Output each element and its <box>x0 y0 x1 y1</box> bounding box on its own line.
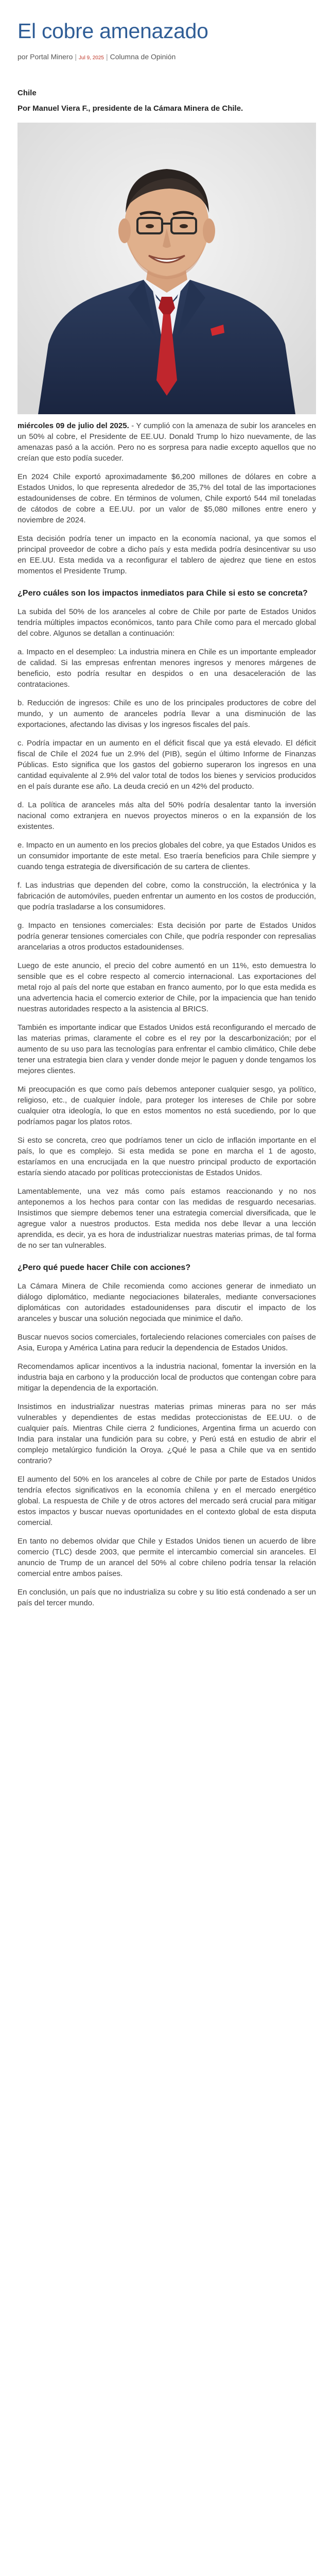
portrait-photo-icon <box>17 123 316 414</box>
list-item: c. Podría impactar en un aumento en el déficit fiscal que ya está elevado. El déficit fiscal de Chile el 2024 fue un 2.9% del (PIB), según el último Informe de Finanzas Públicas. Esto significa que los gastos del gobierno superaron los ingresos en una cantidad equivalente al 2.9% del valor total de todos los bienes y servicios producidos en el país durante ese año. La deuda creció en un 42% del producto. <box>17 739 316 791</box>
country-label: Chile <box>17 89 37 97</box>
list-item: g. Impacto en tensiones comerciales: Esta decisión por parte de Estados Unidos podría generar tensiones comerciales con Chile, que podría responder con represalias arancelarias a otros productos estadounidenses. <box>17 921 316 952</box>
article-text <box>17 420 316 1608</box>
paragraph: Buscar nuevos socios comerciales, fortaleciendo relaciones comerciales con países de Asia, Europa y América Latina para reducir la dependencia de Estados Unidos. <box>17 1333 316 1352</box>
paragraph: El aumento del 50% en los aranceles al cobre de Chile por parte de Estados Unidos tendría efectos significativos en la economía chilena y en el mercado energético global. La respuesta de Chile y de otros actores del mercado será crucial para mitigar estos impactos y buscar nuevas oportunidades en el contexto global de esta disputa comercial. <box>17 1475 316 1527</box>
paragraph: Recomendamos aplicar incentivos a la industria nacional, fomentar la inversión en la industria baja en carbono y la producción local de productos que contengan cobre para mitigar la dependencia de la exportación. <box>17 1362 316 1393</box>
lead-text: - Y cumplió con la amenaza de subir los aranceles en un 50% al cobre, el Presidente de EE.UU. Donald Trump lo hizo nuevamente, de las amenazas pasó a la acción. Pero no es sorpresa para nadie excepto aquellos que no creían que esto podía suceder. <box>17 421 316 463</box>
post-meta <box>17 52 176 63</box>
paragraph: Lamentablemente, una vez más como país estamos reaccionando y no nos anteponemos a los hechos para contar con las medidas de resguardo necesarias. Insistimos que siempre debemos tener una estrategia comercial diversificada, que le agregue valor a nuestros productos. Esta medida nos debe llevar a una lección aprendida, es decir, ya es hora de industrializar nuestras materias primas, de tal forma de no ser tan vulnerables. <box>17 1187 316 1250</box>
paragraph: Mi preocupación es que como país debemos anteponer cualquier sesgo, ya político, religioso, etc., de cualquier índole, para proteger los intereses de Chile por sobre cualquier otra ideología, lo que en estos momentos no está sucediendo, por lo que podríamos pagar los platos rotos. <box>17 1085 316 1126</box>
list-item: e. Impacto en un aumento en los precios globales del cobre, ya que Estados Unidos es un consumidor importante de este metal. Eso traería beneficios para Chile siempre y cuando tenga estrategia de diversificación de su cartera de clientes. <box>17 841 316 871</box>
page-title: El cobre amenazado <box>17 19 208 43</box>
meta-separator: | <box>106 53 108 61</box>
paragraph: Esta decisión podría tener un impacto en la economía nacional, ya que somos el principal proveedor de cobre a dicho país y esta medida podría desincentivar su uso en EE.UU. Esta medida va a reconfigurar el tablero de ajedrez que tiene en estos momentos el Presidente Trump. <box>17 534 316 575</box>
paragraph: En 2024 Chile exportó aproximadamente $6,200 millones de dólares en cobre a Estados Unidos, lo que representa alrededor de 35,7% del total de las importaciones estadounidenses de cobre. En términos de volumen, Chile exportó 544 mil toneladas de cátodos de cobre a EE.UU. por un valor de $5,080 millones entre enero y noviembre de 2024. <box>17 472 316 524</box>
lead-date: miércoles 09 de julio del 2025. <box>17 421 129 430</box>
paragraph: También es importante indicar que Estados Unidos está reconfigurando el mercado de las materias primas, claramente el cobre es el rey por la descarbonización; por el aumento de su uso para las tecnologías para enfrentar el cambio climático, Chile debe tener una estrategia bien clara y vender donde mejor le paguen y donde tengamos los mejores clientes. <box>17 1023 316 1075</box>
meta-separator: | <box>75 53 77 61</box>
list-item: f. Las industrias que dependen del cobre, como la construcción, la electrónica y la fabricación de automóviles, pueden enfrentar un aumento en los costos de producción, que podría trasladarse a los consumidores. <box>17 881 316 911</box>
paragraph: La subida del 50% de los aranceles al cobre de Chile por parte de Estados Unidos tendría múltiples impactos económicos, tanto para Chile como para el mercado global del cobre. Algunos se detallan a continuación: <box>17 607 316 638</box>
paragraph: En conclusión, un país que no industrializa su cobre y su litio está condenado a ser un país del tercer mundo. <box>17 1588 316 1607</box>
author-portrait <box>17 123 316 414</box>
list-item: a. Impacto en el desempleo: La industria minera en Chile es un importante empleador de calidad. Si las empresas enfrentan menores ingresos y menores márgenes de beneficio, esto podría resultar en despidos o en una desaceleración de las contrataciones. <box>17 648 316 689</box>
paragraph: Luego de este anuncio, el precio del cobre aumentó en un 11%, esto demuestra lo sensible que es el cobre respecto al comercio internacional. Las exportaciones del metal rojo al país del norte que estaban en franco aumento, por lo que esta medida es una advertencia hacia el comercio exterior de Chile, por la impaciencia que han tenido nuestras autoridades respecto a la asistencia al BRICS. <box>17 961 316 1013</box>
list-item: d. La política de aranceles más alta del 50% podría desalentar tanto la inversión nacional como extranjera en nuevos proyectos mineros o en la expansión de los existentes. <box>17 801 316 831</box>
section-heading: ¿Pero cuáles son los impactos inmediatos para Chile si esto se concreta? <box>17 589 308 598</box>
paragraph: Si esto se concreta, creo que podríamos tener un ciclo de inflación importante en el país, lo que es complejo. Si esta medida se pone en marcha el 1 de agosto, estaríamos en una encrucijada en la que nuestro principal producto de exportación estaría siendo atacado por políticas proteccionistas de Estados Unidos. <box>17 1136 316 1177</box>
byline: Por Manuel Viera F., presidente de la Cámara Minera de Chile. <box>17 104 243 113</box>
category-link[interactable]: Columna de Opinión <box>110 53 176 61</box>
paragraph <box>17 420 316 464</box>
paragraph: La Cámara Minera de Chile recomienda como acciones generar de inmediato un diálogo diplomático, mediante negociaciones bilaterales, mediante conversaciones diplomáticas con autoridades estadounidenses para discutir el impacto de los aranceles y buscar una solución negociada que minimice el daño. <box>17 1282 316 1323</box>
list-item: b. Reducción de ingresos: Chile es uno de los principales productores de cobre del mundo, y un aumento de aranceles podría llevar a una disminución de las exportaciones, afectando las divisas y los ingresos fiscales del país. <box>17 699 316 729</box>
article-body <box>17 88 316 1616</box>
post-date: Jul 9, 2025 <box>79 55 104 61</box>
section-heading: ¿Pero qué puede hacer Chile con acciones? <box>17 1263 191 1272</box>
author-link[interactable]: por Portal Minero <box>17 53 73 61</box>
paragraph: Insistimos en industrializar nuestras materias primas mineras para no ser más vulnerables y dependientes de estas medidas proteccionistas de EE.UU. o de cualquier país. Mientras Chile cierra 2 fundiciones, Argentina firma un acuerdo con India para instalar una fundición para su cobre, y Perú está en estudio de abrir el complejo metalúrgico fundición la Oroya. ¿Qué le pasa a Chile que va en sentido contrario? <box>17 1402 316 1465</box>
paragraph: En tanto no debemos olvidar que Chile y Estados Unidos tienen un acuerdo de libre comercio (TLC) desde 2003, que permite el intercambio comercial sin aranceles. El anuncio de Trump de un arancel del 50% al cobre chileno podría tensar la relación comercial entre ambos países. <box>17 1537 316 1578</box>
